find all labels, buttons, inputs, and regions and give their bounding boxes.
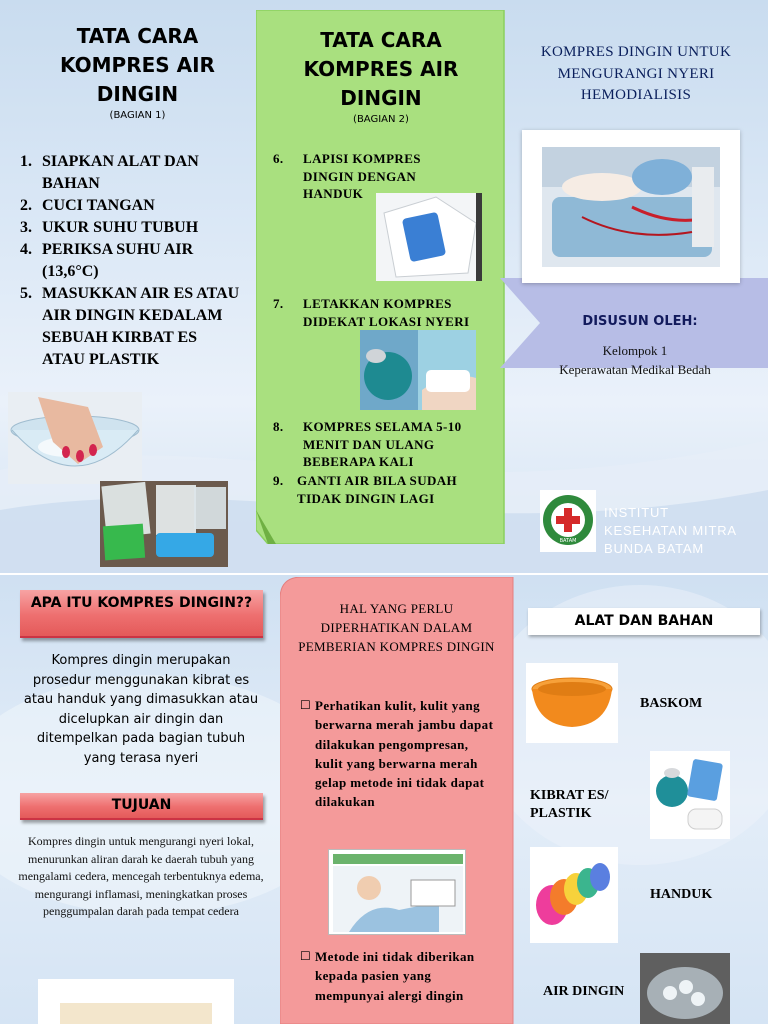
ice-bowl-photo bbox=[8, 392, 142, 484]
note-item: ☐ Perhatikan kulit, kulit yang berwarna merah jambu dapat dilakukan pengompresan, kulit yang berwarna merah gelap metode ini tidak dapat dilakukan bbox=[300, 696, 500, 812]
institution-name: INSTITUT KESEHATAN MITRA BUNDA BATAM bbox=[604, 505, 737, 556]
panel2-subtitle: (BAGIAN 2) bbox=[353, 114, 409, 125]
skin-check-photo bbox=[328, 849, 466, 935]
step-item: 2. CUCI TANGAN bbox=[20, 197, 155, 214]
towels-photo bbox=[530, 847, 618, 943]
goal-body: Kompres dingin untuk mengurangi nyeri lokal, menurunkan aliran darah ke daerah tubuh yang mengalami cedera, mencegah terbentuknya edema, mengurangi inflamasi, meningkatkan proses penggumpalan darah pada tempat cedera bbox=[18, 834, 264, 918]
checkbox-bullet-icon: ☐ bbox=[300, 698, 312, 712]
cover-title: KOMPRES DINGIN UNTUK MENGURANGI NYERI HEMODIALISIS bbox=[540, 44, 732, 103]
group-name: Kelompok 1 bbox=[602, 343, 668, 358]
notes-panel bbox=[280, 577, 514, 1024]
goal-heading: TUJUAN bbox=[20, 793, 263, 820]
bottom-left-photo bbox=[38, 979, 234, 1024]
tool-label: KIBRAT ES/ PLASTIK bbox=[530, 788, 609, 821]
ice-bag-photo bbox=[650, 751, 730, 839]
notes-heading: HAL YANG PERLU DIPERHATIKAN DALAM PEMBERIAN KOMPRES DINGIN bbox=[298, 601, 495, 654]
tool-label: BASKOM bbox=[640, 696, 703, 711]
hemodialysis-photo bbox=[522, 130, 740, 283]
step-item: 9. GANTI AIR BILA SUDAH TIDAK DINGIN LAGI bbox=[273, 473, 458, 506]
panel1-steps bbox=[20, 151, 240, 371]
basin-photo bbox=[526, 663, 618, 743]
about-heading: APA ITU KOMPRES DINGIN?? bbox=[20, 590, 263, 638]
step-item: 4. PERIKSA SUHU AIR (13,6°C) bbox=[20, 241, 194, 280]
step-item: 1. SIAPKAN ALAT DAN BAHAN bbox=[20, 153, 199, 192]
tool-label: HANDUK bbox=[650, 887, 713, 902]
about-body: Kompres dingin merupakan prosedur menggunakan kibrat es atau handuk yang dimasukkan atau dicelupkan air dingin dan ditempelkan pada bagian tubuh yang terasa nyeri bbox=[23, 653, 259, 766]
step-item: 5. MASUKKAN AIR ES ATAU AIR DINGIN KEDALAM SEBUAH KIRBAT ES ATAU PLASTIK bbox=[20, 285, 240, 368]
step-item: 6. LAPISI KOMPRES DINGIN DENGAN HANDUK bbox=[273, 151, 421, 201]
note-item: ☐ Metode ini tidak diberikan kepada pasien yang mempunyai alergi dingin bbox=[300, 947, 500, 1005]
step-item: 8. KOMPRES SELAMA 5-10 MENIT DAN ULANG BEBERAPA KALI bbox=[273, 419, 462, 469]
compiled-by-label: DISUSUN OLEH: bbox=[582, 314, 698, 329]
brochure-inside bbox=[0, 575, 768, 1024]
ice-bag-on-knee-photo bbox=[360, 330, 476, 410]
panel2-green-card bbox=[256, 10, 506, 544]
tools-heading: ALAT DAN BAHAN bbox=[528, 608, 760, 635]
institution-logo bbox=[540, 490, 596, 552]
step-item: 7. LETAKKAN KOMPRES DIDEKAT LOKASI NYERI bbox=[273, 296, 470, 329]
tool-label: AIR DINGIN bbox=[543, 984, 625, 999]
checkbox-bullet-icon: ☐ bbox=[300, 949, 312, 963]
panel2-title: TATA CARA KOMPRES AIR DINGIN bbox=[303, 28, 459, 110]
cold-water-photo bbox=[640, 953, 730, 1024]
panel1-subtitle: (BAGIAN 1) bbox=[109, 110, 166, 121]
step-item: 3. UKUR SUHU TUBUH bbox=[20, 219, 199, 236]
logo-text: BATAM bbox=[559, 538, 577, 544]
towel-wrap-photo bbox=[376, 193, 482, 281]
panel1-title: TATA CARA KOMPRES AIR DINGIN bbox=[60, 24, 215, 106]
ice-packs-photo bbox=[100, 481, 228, 567]
course-name: Keperawatan Medikal Bedah bbox=[559, 362, 711, 377]
